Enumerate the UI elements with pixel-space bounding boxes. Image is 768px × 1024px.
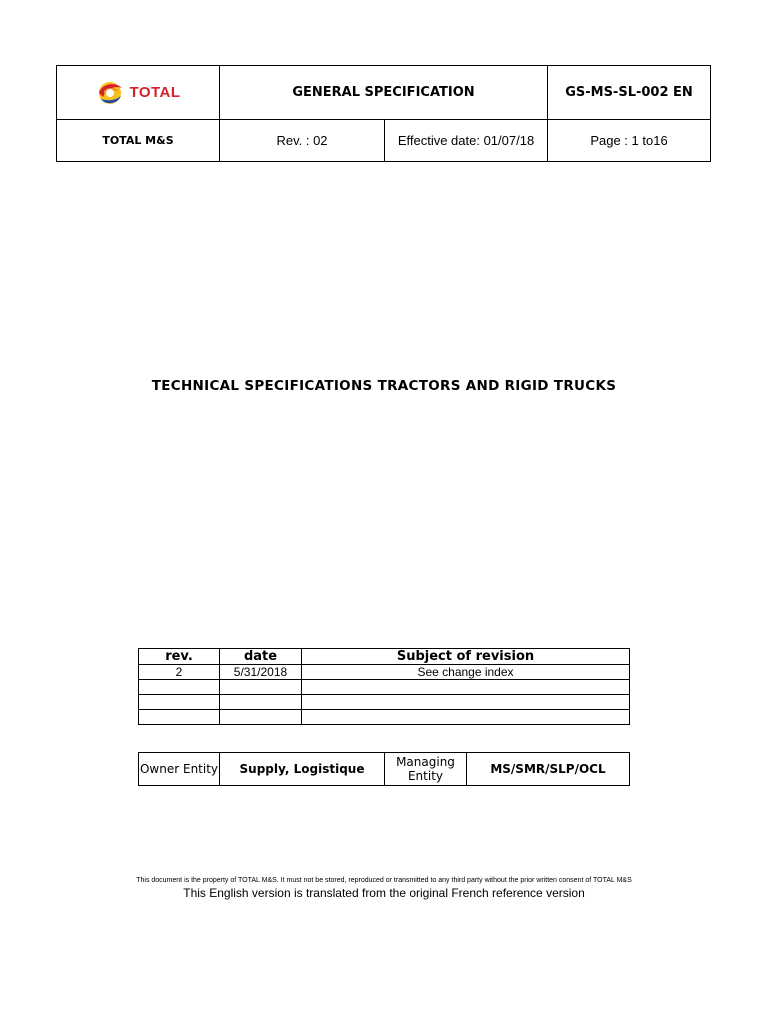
cell-subject xyxy=(302,680,630,695)
document-type: GENERAL SPECIFICATION xyxy=(220,66,548,120)
header-table xyxy=(56,65,711,162)
cell-rev xyxy=(139,680,220,695)
col-date: date xyxy=(220,649,302,665)
managing-entity-label: Managing Entity xyxy=(385,753,467,786)
cell-date xyxy=(220,695,302,710)
owner-entity-label: Owner Entity xyxy=(139,753,220,786)
revision-header-row xyxy=(139,649,630,665)
table-row xyxy=(139,680,630,695)
total-swirl-icon xyxy=(95,79,125,107)
table-row xyxy=(139,695,630,710)
col-subject: Subject of revision xyxy=(302,649,630,665)
table-row xyxy=(139,710,630,725)
document-code: GS-MS-SL-002 EN xyxy=(548,66,711,120)
confidentiality-notice: This document is the property of TOTAL M&S. It must not be stored, reproduced or transmitted to any third party without the prior written consent of TOTAL M&S xyxy=(136,877,632,884)
cell-subject xyxy=(302,710,630,725)
page-count: Page : 1 to16 xyxy=(548,120,711,162)
cell-rev xyxy=(139,695,220,710)
document-title: TECHNICAL SPECIFICATIONS TRACTORS AND RIGID TRUCKS xyxy=(151,378,617,394)
cell-date xyxy=(220,710,302,725)
col-rev: rev. xyxy=(139,649,220,665)
revision-number: Rev. : 02 xyxy=(220,120,385,162)
cell-subject: See change index xyxy=(302,665,630,680)
cell-subject xyxy=(302,695,630,710)
owner-entity-value: Supply, Logistique xyxy=(220,753,385,786)
cell-date xyxy=(220,680,302,695)
cell-date: 5/31/2018 xyxy=(220,665,302,680)
owner-table xyxy=(138,752,630,786)
managing-entity-value: MS/SMR/SLP/OCL xyxy=(467,753,630,786)
logo-cell xyxy=(57,66,220,120)
organization: TOTAL M&S xyxy=(57,120,220,162)
effective-date: Effective date: 01/07/18 xyxy=(385,120,548,162)
cell-rev xyxy=(139,710,220,725)
total-logo xyxy=(57,79,219,107)
translation-note: This English version is translated from the original French reference version xyxy=(183,886,585,900)
logo-wordmark: TOTAL xyxy=(129,84,181,101)
cell-rev: 2 xyxy=(139,665,220,680)
table-row xyxy=(139,665,630,680)
revision-table xyxy=(138,648,630,725)
